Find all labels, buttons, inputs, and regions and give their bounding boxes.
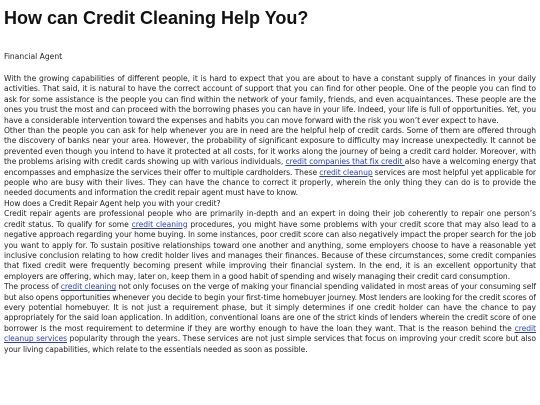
- paragraph-text: Credit repair agents are professional people who are primarily in-depth and an expert in doing their job coherently to repair one person’s credit status. To qualify for some: [4, 209, 536, 229]
- paragraph-text: popularity through the years. These services are not just simple services that focus on improving your credit score but also your living capabilities, which relate to the essentials needed as soon as possible.: [4, 334, 536, 354]
- article-body: [4, 74, 536, 355]
- paragraph-text: not only focuses on the verge of making your financial spending validated in most areas of your consuming self but also opens opportunities whenever you decide to begin your first-time homebuyer journey. Most lenders are looking for the credit scores of every potential homebuyer. It is not just a requirement phase, but it simply determines if one credit holder can have the chance to pay appropriately for the said loan application. In addition, conventional loans are one of the strict kinds of lenders wherein the credit score of one borrower is the most requirement to determine if they are worthy enough to have the loan they want. That is the reason behind the: [4, 282, 537, 333]
- paragraph-text: Other than the people you can ask for help whenever you are in need are the helpful help of credit cards. Some of them are offered through the discovery of banks near your area. However, the probability of significant exposure to difficulty may increase unexpectedly. It cannot be prevented even though you intend to have it protected at all costs, for it works along the journey of being a credit card holder. Moreover, with the problems arising with credit cards showing up with various individuals,: [4, 126, 536, 167]
- article-title: How can Credit Cleaning Help You?: [4, 8, 309, 28]
- article-byline: Financial Agent: [4, 52, 63, 61]
- article-paragraph: [4, 74, 536, 126]
- inline-link[interactable]: credit cleanup: [319, 167, 373, 177]
- inline-link[interactable]: credit cleanup services: [4, 323, 536, 344]
- article-paragraph: [4, 199, 536, 209]
- paragraph-text: services are most helpful yet applicable for people who are busy with their lives. They can have the chance to correct it properly, wherein the only thing they can do is to provide the needed documents and information the credit repair agent must have to know.: [4, 167, 536, 198]
- inline-link[interactable]: credit companies that fix credit: [285, 157, 405, 167]
- paragraph-text: procedures, you might have some problems with your credit score that may also lead to a negative approach regarding your home buying. In some instances, poor credit score can also negatively impact the proper search for the job you want to apply for. To sustain positive relationships toward one another and anything, some employers choose to have a reasonable yet inclusive conclusion relating to how credit holder lives and manages their finances. Because of these circumstances, some credit companies that fixed credit were frequently becoming present while improving their financial system. In the end, it is an excellent opportunity that employers are offering, which may, later on, keep them in a good habit of spending and wisely managing their credit card consumption.: [4, 219, 536, 281]
- paragraph-text: How does a Credit Repair Agent help you with your credit?: [4, 198, 221, 208]
- article-paragraph: [4, 209, 536, 282]
- paragraph-text: also have a welcoming energy that encompasses and emphasize the services their offer to multiple cardholders. These: [4, 157, 537, 177]
- article-paragraph: [4, 126, 536, 199]
- paragraph-text: The process of: [4, 282, 61, 292]
- paragraph-text: With the growing capabilities of different people, it is hard to expect that you are about to have a constant supply of finances in your daily activities. That said, it is natural to have the correct account of support that you can find for other people. One of the people you can find to ask for some assistance is the people you can find within the network of your family, friends, and even acquaintances. These people are the ones you trust the most and can proceed with the borrowing phases you can have in your life. Indeed, your life is full of opportunities. Yet, you have a considerable intervention toward the expenses and habits you can move forward with the risk you won’t ever expect to have.: [4, 74, 536, 125]
- inline-link[interactable]: credit cleaning: [131, 219, 188, 229]
- inline-link[interactable]: credit cleaning: [60, 282, 117, 292]
- article-paragraph: [4, 282, 536, 355]
